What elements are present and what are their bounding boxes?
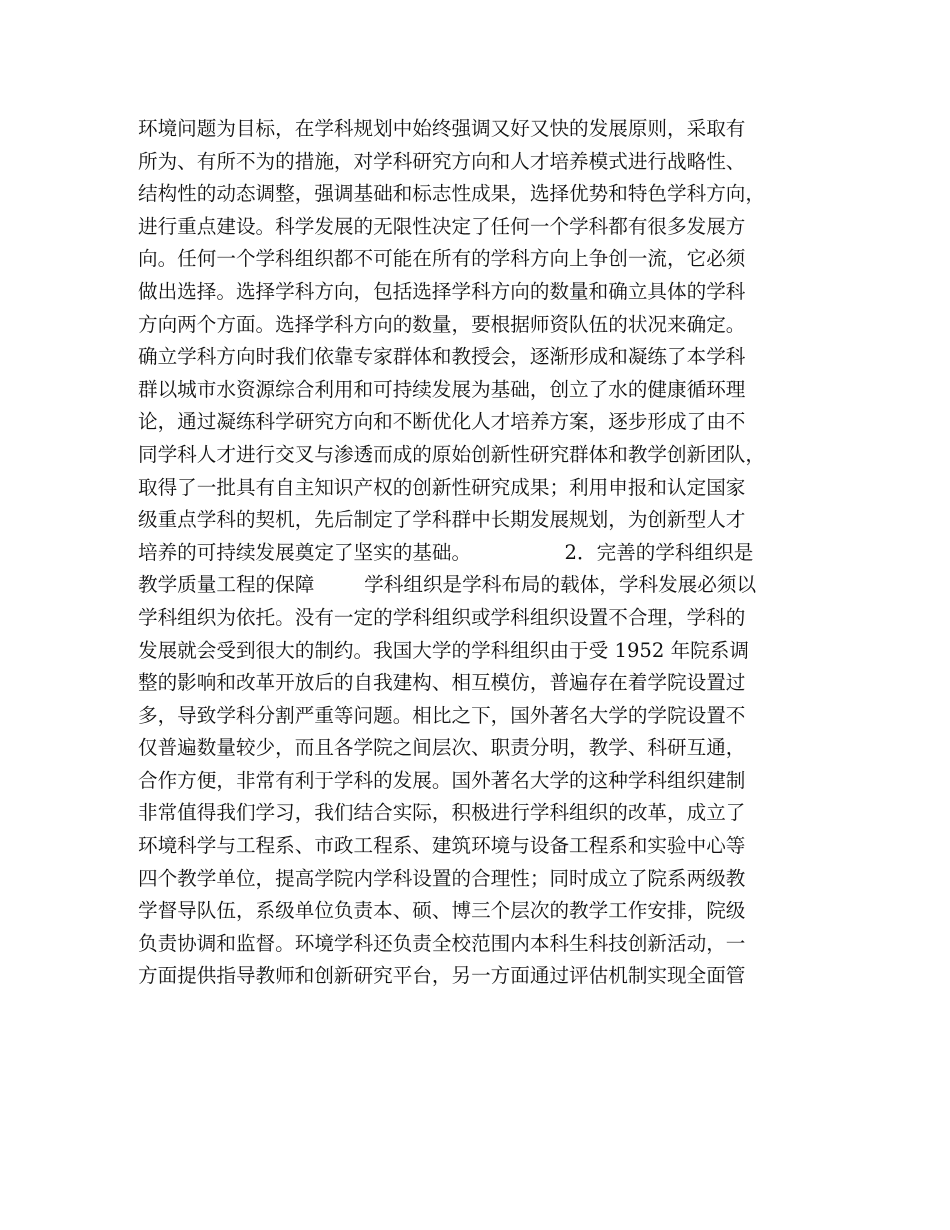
text-line: 所为、有所不为的措施，对学科研究方向和人才培养模式进行战略性、 [138, 149, 746, 173]
text-line: 负责协调和监督。环境学科还负责全校范围内本科生科技创新活动，一 [138, 931, 746, 955]
text-line: 确立学科方向时我们依靠专家群体和教授会，逐渐形成和凝练了本学科 [138, 345, 746, 369]
text-line: 教学质量工程的保障 学科组织是学科布局的载体，学科发展必须以 [138, 573, 757, 597]
text-line: 培养的可持续发展奠定了坚实的基础。 2．完善的学科组织是 [138, 540, 754, 564]
text-line: 向。任何一个学科组织都不可能在所有的学科方向上争创一流，它必须 [138, 247, 746, 271]
text-line: 环境问题为目标，在学科规划中始终强调又好又快的发展原则，采取有 [138, 117, 746, 140]
text-line: 方向两个方面。选择学科方向的数量，要根据师资队伍的状况来确定。 [138, 312, 746, 336]
text-line: 论，通过凝练科学研究方向和不断优化人才培养方案，逐步形成了由不 [138, 410, 746, 434]
body-text [138, 113, 838, 993]
text-line: 进行重点建设。科学发展的无限性决定了任何一个学科都有很多发展方 [138, 214, 746, 238]
text-line: 学督导队伍，系级单位负责本、硕、博三个层次的教学工作安排，院级 [138, 899, 746, 923]
text-line: 非常值得我们学习，我们结合实际，积极进行学科组织的改革，成立了 [138, 801, 746, 825]
text-line: 环境科学与工程系、市政工程系、建筑环境与设备工程系和实验中心等 [138, 834, 746, 858]
text-line: 四个教学单位，提高学院内学科设置的合理性；同时成立了院系两级教 [138, 866, 746, 890]
text-line: 仅普遍数量较少，而且各学院之间层次、职责分明，教学、科研互通， [138, 736, 746, 760]
text-line: 多，导致学科分割严重等问题。相比之下，国外著名大学的学院设置不 [138, 703, 746, 727]
text-line: 方面提供指导教师和创新研究平台，另一方面通过评估机制实现全面管 [138, 964, 746, 988]
text-line: 群以城市水资源综合利用和可持续发展为基础，创立了水的健康循环理 [138, 377, 746, 401]
text-line: 结构性的动态调整，强调基础和标志性成果，选择优势和特色学科方向， [138, 182, 765, 206]
text-line: 整的影响和改革开放后的自我建构、相互模仿，普遍存在着学院设置过 [138, 671, 746, 695]
text-line: 合作方便，非常有利于学科的发展。国外著名大学的这种学科组织建制 [138, 768, 746, 792]
text-line: 级重点学科的契机，先后制定了学科群中长期发展规划，为创新型人才 [138, 508, 746, 532]
text-line: 发展就会受到很大的制约。我国大学的学科组织由于受 1952 年院系调 [138, 638, 749, 662]
text-line: 取得了一批具有自主知识产权的创新性研究成果；利用申报和认定国家 [138, 475, 746, 499]
text-line: 做出选择。选择学科方向，包括选择学科方向的数量和确立具体的学科 [138, 279, 746, 303]
text-line: 同学科人才进行交叉与渗透而成的原始创新性研究群体和教学创新团队， [138, 442, 765, 466]
text-line: 学科组织为依托。没有一定的学科组织或学科组织设置不合理，学科的 [138, 605, 746, 629]
